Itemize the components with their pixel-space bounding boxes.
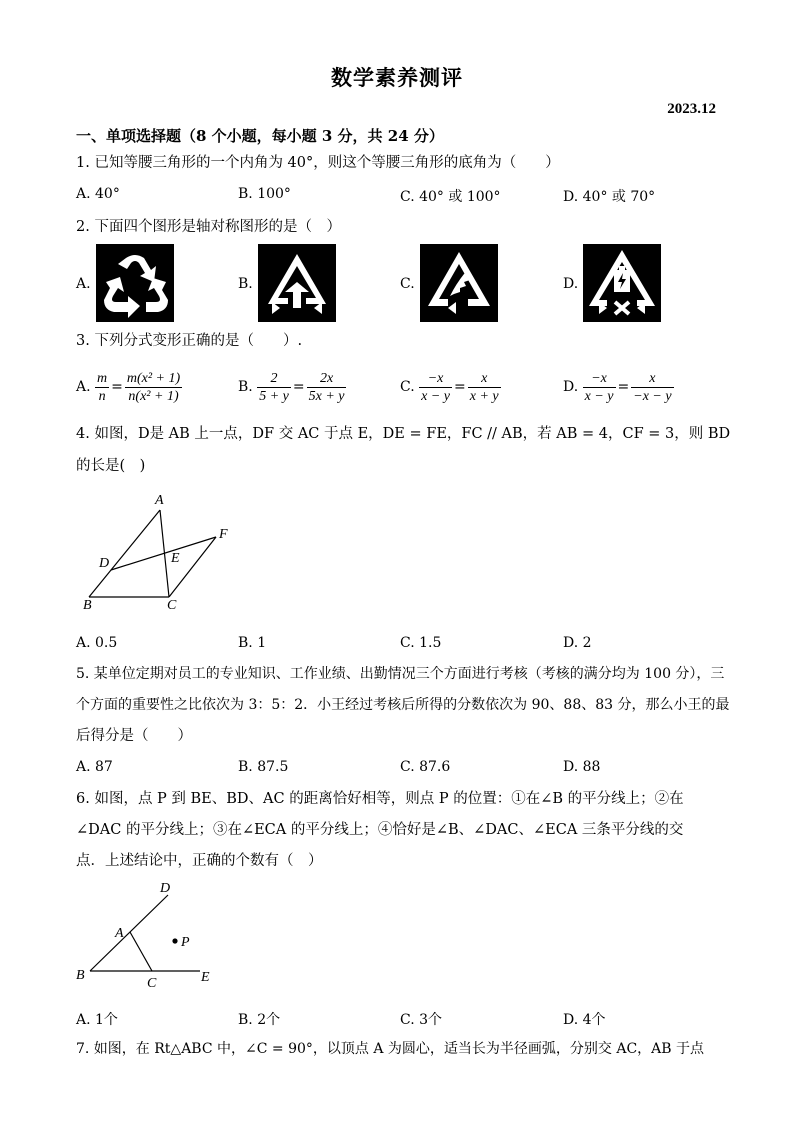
q6-option-b: B. 2个 [238, 1012, 281, 1028]
q5-option-b: B. 87.5 [238, 759, 289, 775]
q4-option-c: C. 1.5 [400, 635, 442, 651]
q3a-right-fraction: $\frac{\text{m(x² + 1)}}{\text{n(x² + 1)}}$ [126, 370, 181, 404]
q3b-right-fraction: $\frac{2x}{5x + y}$ [308, 370, 345, 404]
q3-option-c: C. $\frac{-x}{x - y}$ = $\frac{x}{x + y}$ [400, 370, 499, 404]
q3-option-a: A. $\frac{m}{n}$ = $\frac{\text{m(x² + 1)}}{\text{n(x² + 1)}}$ [76, 370, 181, 404]
question-4-line-2: 的长是( ) [76, 458, 146, 474]
q5-option-a: A. 87 [76, 759, 113, 775]
q5-option-c: C. 87.6 [400, 759, 451, 775]
question-2-text: 2. 下面四个图形是轴对称图形的是（ ） [76, 219, 341, 235]
q4-label-f: F [219, 527, 228, 542]
q6-geometry-figure [72, 878, 222, 996]
question-5-line-1: 5. 某单位定期对员工的专业知识、工作业绩、出勤情况三个方面进行考核（考核的满分均为 100 分），三 [76, 666, 725, 682]
q3b-left-fraction: $\frac{2}{5 + y}$ [259, 370, 289, 404]
q6-label-b: B [76, 968, 85, 983]
question-7-line-1: 7. 如图，在 Rt△ABC 中，∠C = 90°，以顶点 A 为圆心，适当长为半径画弧，分别交 AC，AB 于点 [76, 1041, 705, 1057]
q1-option-a: A. 40° [76, 186, 120, 202]
q4-option-a: A. 0.5 [76, 635, 118, 651]
q2-label-a: A. [76, 276, 91, 292]
q6-label-e: E [201, 970, 210, 985]
q6-option-d: D. 4个 [563, 1012, 606, 1028]
q4-option-d: D. 2 [563, 635, 592, 651]
q4-geometry-figure [80, 490, 240, 615]
q4-label-d: D [99, 556, 110, 571]
q2-label-d: D. [563, 276, 579, 292]
q2-label-c: C. [400, 276, 415, 292]
q3-label-a: A. [76, 379, 91, 395]
question-5-line-3: 后得分是（ ） [76, 728, 192, 744]
question-3-text: 3. 下列分式变形正确的是（ ）. [76, 333, 303, 349]
q4-label-e: E [171, 551, 180, 566]
q3d-right-fraction: $\frac{x}{-x - y}$ [633, 370, 672, 404]
question-4-line-1: 4. 如图，D是 AB 上一点，DF 交 AC 于点 E，DE = FE，FC // AB，若 AB = 4，CF = 3，则 BD [76, 426, 731, 442]
q6-label-c: C [147, 976, 157, 991]
q1-option-b: B. 100° [238, 186, 291, 202]
q6-label-d: D [160, 881, 171, 896]
q6-option-a: A. 1个 [76, 1012, 118, 1028]
q3c-right-fraction: $\frac{x}{x + y}$ [469, 370, 499, 404]
recycle-arrows-icon [96, 244, 174, 322]
recycle-battery-icon [583, 244, 661, 322]
q3-option-d: D. $\frac{-x}{x - y}$ = $\frac{x}{-x - y}$ [563, 370, 672, 404]
q4-label-c: C [167, 598, 177, 613]
q6-label-p: P [181, 935, 190, 950]
q6-label-a: A [115, 926, 124, 941]
question-6-line-3: 点．上述结论中，正确的个数有（ ） [76, 853, 323, 869]
q3-label-d: D. [563, 379, 579, 395]
q5-option-d: D. 88 [563, 759, 601, 775]
question-6-line-1: 6. 如图，点 P 到 BE、BD、AC 的距离恰好相等，则点 P 的位置：①在∠B 的平分线上；②在 [76, 791, 684, 807]
q4-label-b: B [83, 598, 92, 613]
page-title: 数学素养测评 [331, 65, 463, 90]
exam-date: 2023.12 [667, 101, 716, 117]
q2-label-b: B. [238, 276, 253, 292]
question-5-line-2: 个方面的重要性之比依次为 3：5：2．小王经过考核后所得的分数依次为 90、88、83 分，那么小王的最 [76, 697, 730, 713]
q3c-left-fraction: $\frac{-x}{x - y}$ [421, 370, 450, 404]
q3-label-c: C. [400, 379, 415, 395]
q4-option-b: B. 1 [238, 635, 267, 651]
recycle-triangle-plant-icon [420, 244, 498, 322]
q6-option-c: C. 3个 [400, 1012, 443, 1028]
recycle-triangle-icon [258, 244, 336, 322]
q3a-left-fraction: $\frac{m}{n}$ [97, 370, 108, 404]
q1-option-d: D. 40° 或 70° [563, 189, 656, 205]
q6-point-p [172, 938, 177, 943]
q3d-left-fraction: $\frac{-x}{x - y}$ [584, 370, 614, 404]
q1-option-c: C. 40° 或 100° [400, 189, 501, 205]
q3-option-b: B. $\frac{2}{5 + y}$ = $\frac{2x}{5x + y}$ [238, 370, 345, 404]
question-6-line-2: ∠DAC 的平分线上；③在∠ECA 的平分线上；④恰好是∠B、∠DAC、∠ECA 三条平分线的交 [76, 822, 684, 838]
section-heading: 一、单项选择题（8 个小题，每小题 3 分，共 24 分） [76, 127, 444, 145]
q4-label-a: A [155, 493, 164, 508]
q3-label-b: B. [238, 379, 253, 395]
question-1-text: 1. 已知等腰三角形的一个内角为 40°，则这个等腰三角形的底角为（ ） [76, 155, 560, 171]
